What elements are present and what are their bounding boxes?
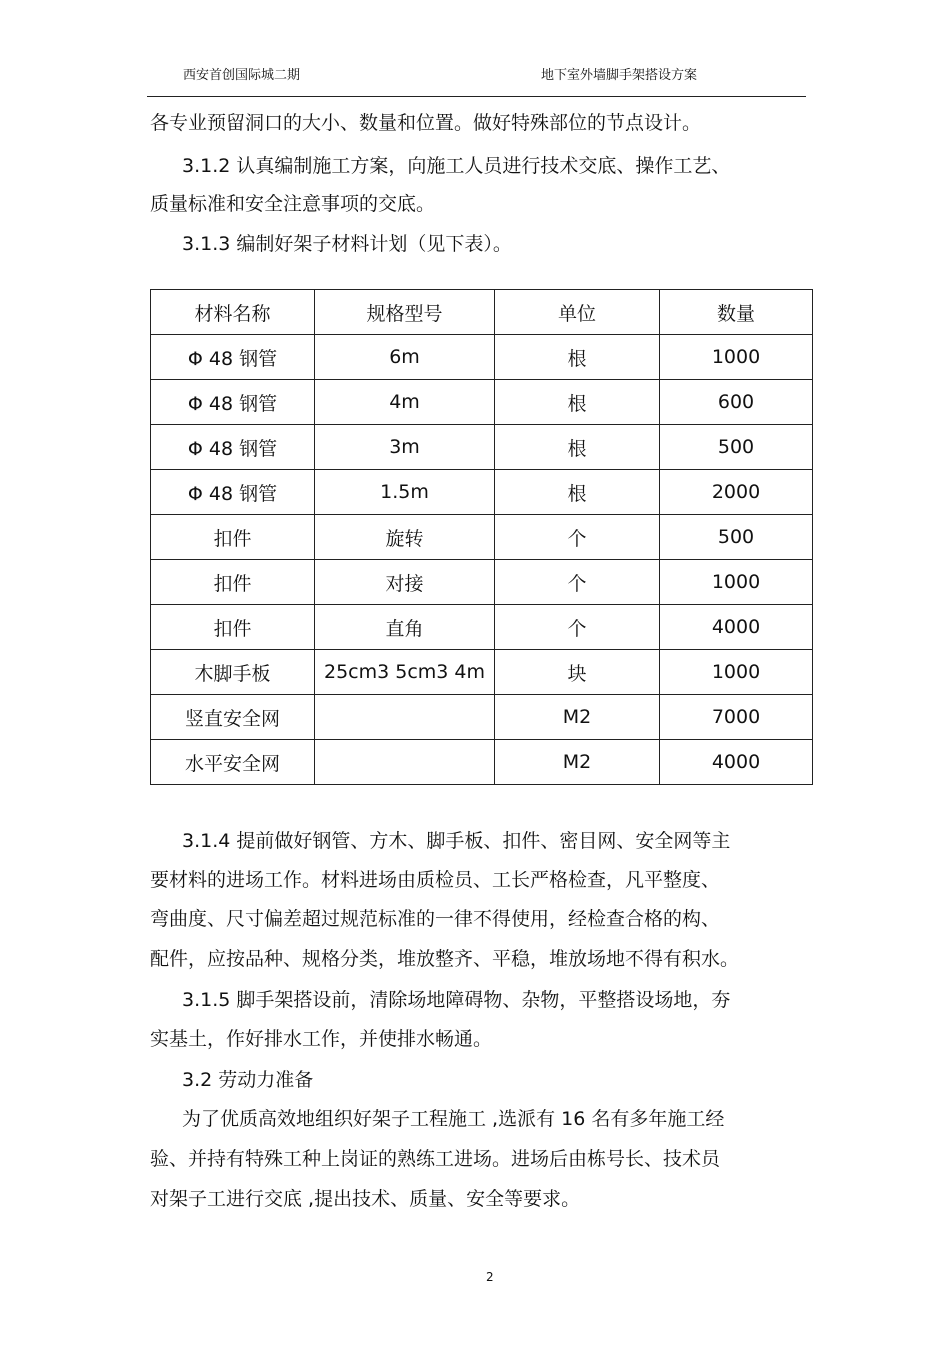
- table-row: [151, 740, 813, 785]
- cell-quantity: 4000: [660, 605, 813, 650]
- table-row: [151, 380, 813, 425]
- cell-unit: 个: [495, 560, 660, 605]
- paragraph-line: 3.1.3 编制好架子材料计划（见下表）。: [182, 233, 512, 255]
- table-row: [151, 335, 813, 380]
- table-row: [151, 470, 813, 515]
- cell-unit: 块: [495, 650, 660, 695]
- cell-unit: 根: [495, 335, 660, 380]
- page-number: 2: [486, 1270, 494, 1284]
- section-heading: 3.2 劳动力准备: [182, 1069, 314, 1091]
- paragraph-line: 3.1.2 认真编制施工方案，向施工人员进行技术交底、操作工艺、: [182, 155, 731, 177]
- cell-quantity: 4000: [660, 740, 813, 785]
- paragraph-line: 验、并持有特殊工种上岗证的熟练工进场。进场后由栋号长、技术员: [150, 1148, 721, 1170]
- cell-quantity: 500: [660, 515, 813, 560]
- cell-specification: 1.5m: [315, 470, 495, 515]
- table-row: [151, 605, 813, 650]
- paragraph-line: 对架子工进行交底 ,提出技术、质量、安全等要求。: [150, 1188, 581, 1210]
- cell-material-name: 竖直安全网: [151, 695, 315, 740]
- cell-specification: 对接: [315, 560, 495, 605]
- cell-material-name: Φ 48 钢管: [151, 425, 315, 470]
- table-row: [151, 695, 813, 740]
- cell-material-name: Φ 48 钢管: [151, 470, 315, 515]
- cell-unit: 个: [495, 515, 660, 560]
- cell-quantity: 2000: [660, 470, 813, 515]
- cell-specification: 旋转: [315, 515, 495, 560]
- table-row: [151, 515, 813, 560]
- paragraph-line: 各专业预留洞口的大小、数量和位置。做好特殊部位的节点设计。: [150, 112, 702, 134]
- cell-specification: 3m: [315, 425, 495, 470]
- paragraph-line: 要材料的进场工作。材料进场由质检员、工长严格检查，凡平整度、: [150, 869, 721, 891]
- cell-quantity: 500: [660, 425, 813, 470]
- cell-unit: 根: [495, 470, 660, 515]
- table-row: [151, 560, 813, 605]
- table-row: [151, 425, 813, 470]
- column-header-unit: 单位: [495, 290, 660, 335]
- paragraph-line: 质量标准和安全注意事项的交底。: [150, 193, 436, 215]
- cell-material-name: Φ 48 钢管: [151, 335, 315, 380]
- paragraph-line: 3.1.5 脚手架搭设前，清除场地障碍物、杂物，平整搭设场地，夯: [182, 989, 731, 1011]
- cell-unit: M2: [495, 695, 660, 740]
- cell-material-name: 水平安全网: [151, 740, 315, 785]
- column-header-quantity: 数量: [660, 290, 813, 335]
- cell-specification: [315, 695, 495, 740]
- header-project-name: 西安首创国际城二期: [183, 68, 301, 83]
- cell-unit: 根: [495, 425, 660, 470]
- cell-quantity: 1000: [660, 560, 813, 605]
- paragraph-line: 实基土，作好排水工作，并使排水畅通。: [150, 1028, 493, 1050]
- paragraph-line: 弯曲度、尺寸偏差超过规范标准的一律不得使用，经检查合格的构、: [150, 908, 721, 930]
- paragraph-line: 配件，应按品种、规格分类，堆放整齐、平稳，堆放场地不得有积水。: [150, 948, 740, 970]
- table-header-row: [151, 290, 813, 335]
- cell-quantity: 1000: [660, 335, 813, 380]
- cell-material-name: 扣件: [151, 515, 315, 560]
- paragraph-line: 3.1.4 提前做好钢管、方木、脚手板、扣件、密目网、安全网等主: [182, 830, 731, 852]
- cell-material-name: 扣件: [151, 560, 315, 605]
- cell-material-name: 木脚手板: [151, 650, 315, 695]
- header-document-title: 地下室外墙脚手架搭设方案: [541, 68, 698, 83]
- cell-unit: M2: [495, 740, 660, 785]
- column-header-specification: 规格型号: [315, 290, 495, 335]
- cell-quantity: 1000: [660, 650, 813, 695]
- cell-specification: [315, 740, 495, 785]
- cell-specification: 25cm3 5cm3 4m: [315, 650, 495, 695]
- header-divider: [147, 96, 806, 97]
- cell-material-name: Φ 48 钢管: [151, 380, 315, 425]
- cell-quantity: 600: [660, 380, 813, 425]
- cell-unit: 根: [495, 380, 660, 425]
- cell-unit: 个: [495, 605, 660, 650]
- cell-quantity: 7000: [660, 695, 813, 740]
- cell-specification: 直角: [315, 605, 495, 650]
- material-plan-table: [150, 289, 813, 785]
- paragraph-line: 为了优质高效地组织好架子工程施工 ,选派有 16 名有多年施工经: [182, 1108, 725, 1130]
- table-row: [151, 650, 813, 695]
- column-header-material-name: 材料名称: [151, 290, 315, 335]
- cell-specification: 6m: [315, 335, 495, 380]
- cell-material-name: 扣件: [151, 605, 315, 650]
- cell-specification: 4m: [315, 380, 495, 425]
